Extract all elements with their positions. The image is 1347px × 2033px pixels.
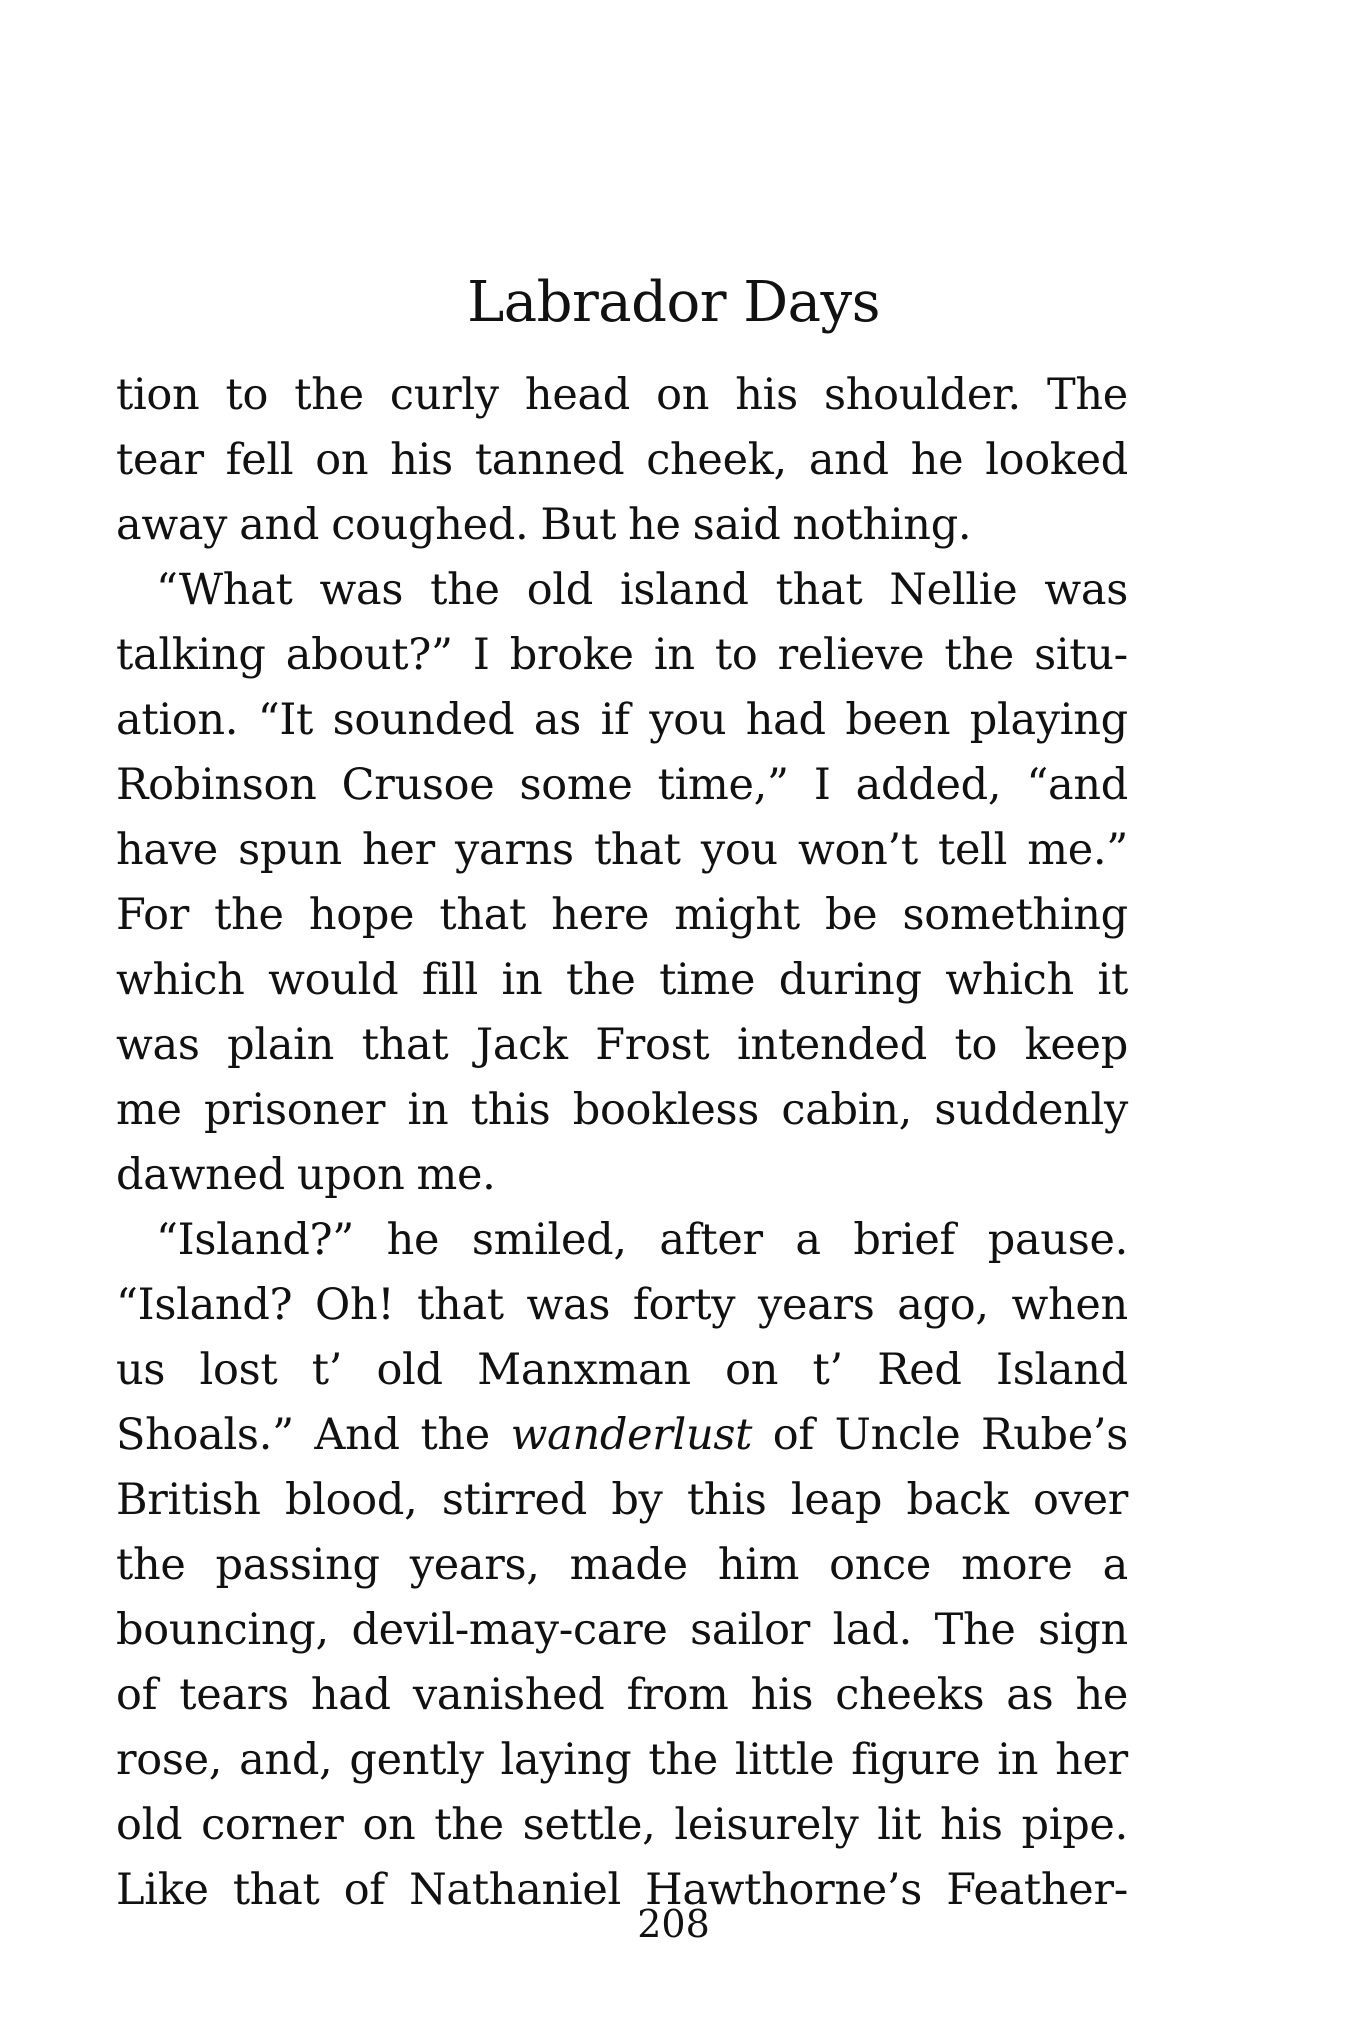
page-number: 208 <box>637 1902 710 1946</box>
word: Shoals.” <box>116 1410 294 1460</box>
word: something <box>902 890 1128 940</box>
word: would <box>268 955 399 1005</box>
word: his <box>735 370 798 420</box>
text-line <box>116 1078 1128 1143</box>
word: pause. <box>987 1215 1128 1265</box>
word: over <box>1032 1475 1128 1525</box>
word: broke <box>509 630 634 680</box>
word: on <box>725 1345 779 1395</box>
word: I <box>472 630 490 680</box>
word: smiled, <box>471 1215 627 1265</box>
word: here <box>551 890 650 940</box>
word: Nellie <box>889 565 1018 615</box>
word: his <box>750 1670 814 1720</box>
word: in <box>407 1085 449 1135</box>
word: once <box>829 1540 932 1590</box>
word: passing <box>215 1540 380 1590</box>
word: me.” <box>1027 825 1128 875</box>
word: back <box>906 1475 1009 1525</box>
word: coughed. <box>331 500 529 550</box>
word: The <box>934 1605 1016 1655</box>
word: the <box>116 1540 186 1590</box>
word: upon <box>296 1150 405 1200</box>
word: Frost <box>595 1020 710 1070</box>
word: time <box>659 955 756 1005</box>
word: “It <box>257 695 314 745</box>
text-line <box>116 1013 1128 1078</box>
text-line <box>116 363 1128 428</box>
word: the <box>214 890 284 940</box>
word: lit <box>877 1800 922 1850</box>
word: to <box>714 630 758 680</box>
word: me. <box>416 1150 496 1200</box>
word: was <box>1044 565 1128 615</box>
word: the <box>944 630 1014 680</box>
word: the <box>648 1735 718 1785</box>
text-line <box>116 1468 1128 1533</box>
word: settle, <box>522 1800 656 1850</box>
word: made <box>569 1540 688 1590</box>
text-line <box>116 1338 1128 1403</box>
word: fell <box>225 435 294 485</box>
word: her <box>362 825 435 875</box>
word: intended <box>736 1020 927 1070</box>
word: lad. <box>832 1605 912 1655</box>
word: old <box>116 1800 183 1850</box>
word: he <box>386 1215 440 1265</box>
word: t’ <box>311 1345 343 1395</box>
word: after <box>659 1215 763 1265</box>
body-text <box>116 363 1128 1923</box>
text-line <box>116 1403 1128 1468</box>
word: Nathaniel <box>409 1865 621 1915</box>
word: which <box>116 955 245 1005</box>
word: wanderlust <box>510 1410 753 1460</box>
word: had <box>745 695 826 745</box>
word: cheek, <box>646 435 787 485</box>
word: me <box>116 1085 182 1135</box>
word: Crusoe <box>341 760 495 810</box>
word: of <box>116 1670 158 1720</box>
word: For <box>116 890 190 940</box>
word: Manxman <box>477 1345 691 1395</box>
word: lost <box>199 1345 278 1395</box>
text-line <box>116 883 1128 948</box>
word: as <box>533 695 582 745</box>
word: tanned <box>474 435 625 485</box>
word: him <box>717 1540 800 1590</box>
word: Like <box>116 1865 209 1915</box>
word: be <box>824 890 878 940</box>
word: plain <box>227 1020 335 1070</box>
word: you <box>700 825 778 875</box>
word: her <box>1055 1735 1128 1785</box>
word: and <box>808 435 889 485</box>
word: during <box>778 955 922 1005</box>
word: as <box>1006 1670 1054 1720</box>
word: he <box>1075 1670 1128 1720</box>
word: his <box>940 1800 1003 1850</box>
word: a <box>1102 1540 1128 1590</box>
word: gently <box>349 1735 484 1785</box>
word: his <box>390 435 453 485</box>
word: pipe. <box>1021 1800 1128 1850</box>
word: on <box>656 370 710 420</box>
word: leisurely <box>674 1800 859 1850</box>
word: old <box>376 1345 443 1395</box>
word: British <box>116 1475 261 1525</box>
word: nothing. <box>792 500 972 550</box>
text-line <box>116 1143 1128 1208</box>
word: sounded <box>332 695 515 745</box>
word: this <box>686 1475 767 1525</box>
word: when <box>1011 1280 1128 1330</box>
text-line <box>116 948 1128 1013</box>
word: the <box>434 1800 504 1850</box>
word: of <box>772 1410 814 1460</box>
word: tears <box>179 1670 289 1720</box>
word: bouncing, <box>116 1605 329 1655</box>
word: cheeks <box>835 1670 985 1720</box>
word: in <box>501 955 543 1005</box>
word: to <box>225 370 269 420</box>
word: was <box>116 1020 200 1070</box>
word: tear <box>116 435 204 485</box>
word: of <box>343 1865 385 1915</box>
word: devil-may-care <box>351 1605 668 1655</box>
text-line <box>116 1793 1128 1858</box>
word: island <box>619 565 749 615</box>
word: tion <box>116 370 200 420</box>
word: added, <box>855 760 1002 810</box>
word: suddenly <box>934 1085 1128 1135</box>
word: Robinson <box>116 760 317 810</box>
word: talking <box>116 630 266 680</box>
word: us <box>116 1345 166 1395</box>
word: time,” <box>657 760 789 810</box>
word: Oh! <box>315 1280 395 1330</box>
text-line <box>116 558 1128 623</box>
word: forty <box>632 1280 736 1330</box>
text-line <box>116 753 1128 818</box>
word: the <box>294 370 364 420</box>
word: he <box>910 435 964 485</box>
word: yarns <box>455 825 574 875</box>
running-head: Labrador Days <box>467 270 880 335</box>
text-line <box>116 688 1128 753</box>
word: been <box>845 695 951 745</box>
word: if <box>600 695 630 745</box>
word: away <box>116 500 228 550</box>
word: was <box>526 1280 611 1330</box>
word: that <box>232 1865 320 1915</box>
word: blood, <box>285 1475 418 1525</box>
word: from <box>626 1670 729 1720</box>
word: And <box>314 1410 400 1460</box>
text-line <box>116 1663 1128 1728</box>
word: Hawthorne’s <box>645 1865 923 1915</box>
word: the <box>430 565 500 615</box>
word: to <box>954 1020 998 1070</box>
word: you <box>649 695 727 745</box>
text-line <box>116 818 1128 883</box>
word: Jack <box>475 1020 568 1070</box>
word: situ- <box>1034 630 1128 680</box>
word: more <box>961 1540 1073 1590</box>
word: “What <box>156 565 293 615</box>
word: some <box>519 760 633 810</box>
word: dawned <box>116 1150 285 1200</box>
word: brief <box>853 1215 956 1265</box>
word: sign <box>1038 1605 1128 1655</box>
word: cabin, <box>781 1085 912 1135</box>
word: that <box>417 1280 504 1330</box>
word: Uncle <box>834 1410 961 1460</box>
word: the <box>420 1410 490 1460</box>
word: sailor <box>690 1605 810 1655</box>
text-line <box>116 623 1128 688</box>
word: was <box>319 565 404 615</box>
text-line <box>116 1728 1128 1793</box>
word: relieve <box>777 630 925 680</box>
word: fill <box>421 955 478 1005</box>
word: had <box>310 1670 391 1720</box>
word: stirred <box>441 1475 587 1525</box>
word: head <box>524 370 631 420</box>
word: about?” <box>285 630 453 680</box>
word: in <box>997 1735 1039 1785</box>
word: figure <box>851 1735 981 1785</box>
word: that <box>439 890 527 940</box>
word: in <box>653 630 695 680</box>
word: Red <box>877 1345 962 1395</box>
word: and <box>239 500 320 550</box>
word: looked <box>985 435 1128 485</box>
word: on <box>315 435 369 485</box>
word: The <box>1047 370 1128 420</box>
word: hope <box>308 890 415 940</box>
word: bookless <box>572 1085 760 1135</box>
word: a <box>795 1215 821 1265</box>
word: the <box>565 955 636 1005</box>
word: said <box>692 500 781 550</box>
word: shoulder. <box>824 370 1021 420</box>
word: rose, <box>116 1735 223 1785</box>
word: and, <box>239 1735 333 1785</box>
word: have <box>116 825 218 875</box>
word: years, <box>409 1540 540 1590</box>
word: that <box>775 565 863 615</box>
word: “Island?” <box>156 1215 354 1265</box>
word: tell <box>938 825 1008 875</box>
word: which <box>945 955 1074 1005</box>
word: corner <box>201 1800 344 1850</box>
word: Island <box>996 1345 1128 1395</box>
word: laying <box>500 1735 632 1785</box>
word: ation. <box>116 695 239 745</box>
word: But <box>540 500 617 550</box>
word: by <box>611 1475 663 1525</box>
text-line <box>116 1598 1128 1663</box>
word: Rube’s <box>981 1410 1128 1460</box>
word: prisoner <box>204 1085 386 1135</box>
word: this <box>470 1085 551 1135</box>
word: little <box>734 1735 835 1785</box>
word: spun <box>238 825 342 875</box>
text-line <box>116 1533 1128 1598</box>
word: playing <box>969 695 1128 745</box>
word: he <box>628 500 681 550</box>
text-line <box>116 1273 1128 1338</box>
word: leap <box>790 1475 883 1525</box>
word: curly <box>389 370 499 420</box>
word: old <box>526 565 593 615</box>
text-line <box>116 493 1128 558</box>
text-line <box>116 1208 1128 1273</box>
word: “and <box>1026 760 1128 810</box>
word: “Island? <box>116 1280 293 1330</box>
word: might <box>674 890 800 940</box>
text-line <box>116 428 1128 493</box>
word: that <box>593 825 681 875</box>
word: Feather- <box>946 1865 1128 1915</box>
word: won’t <box>798 825 918 875</box>
word: that <box>361 1020 449 1070</box>
word: it <box>1097 955 1128 1005</box>
word: years <box>757 1280 875 1330</box>
word: keep <box>1024 1020 1128 1070</box>
word: on <box>362 1800 416 1850</box>
word: vanished <box>412 1670 605 1720</box>
word: I <box>813 760 831 810</box>
word: ago, <box>897 1280 989 1330</box>
word: t’ <box>812 1345 843 1395</box>
